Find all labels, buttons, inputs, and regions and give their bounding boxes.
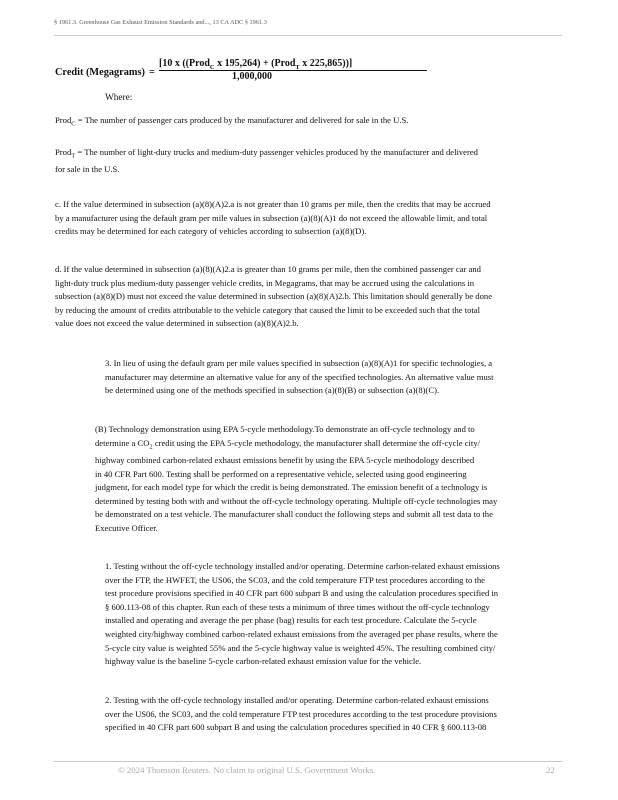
formula-denominator: 1,000,000	[232, 71, 272, 82]
fraction-bar	[159, 70, 427, 71]
where-label: Where:	[105, 93, 133, 103]
formula-numerator: [10 x ((Prod$_C$ x 195,264) + (Prod$_T$ x 225,865))]	[159, 58, 353, 71]
definition-prod-c: Prod$_C$ = The number of passenger cars produced by the manufacturer and delivered for sale in the U.S.	[55, 115, 409, 128]
header-divider	[54, 35, 562, 36]
paragraph-c: c. If the value determined in subsection (a)(8)(A)2.a is not greater than 10 grams per mile, then the credits that may be accrued by a manufacturer using the default gram per mile values in subsection (a)(8)(A)1 do not exceed the allowable limit, and total credits may be determined for each category of vehicles according to subsection (a)(8)(D).	[55, 199, 491, 237]
running-header: § 1961.3. Greenhouse Gas Exhaust Emission Standards and..., 13 CA ADC § 1961.3	[54, 19, 267, 26]
paragraph-1-testing-without: 1. Testing without the off-cycle technology installed and/or operating. Determine carbon-related exhaust emissions over the FTP, the HWFET, the US06, the SC03, and the cold temperature FTP test procedures according to the test procedure provisions specified in 40 CFR part 600 subpart B and using the calculation procedures specified in § 600.113-08 of this chapter. Run each of these tests a minimum of three times without the off-cycle technology installed and operating and average the per phase (bag) results for each test procedure. Calculate the 5-cycle weighted city/highway combined carbon-related exhaust emissions from the averaged per phase results, where the 5-cycle city value is weighted 55% and the 5-cycle highway value is weighted 45%. The resulting combined city/ highway value is the baseline 5-cycle carbon-related exhaust emission value for the vehicle.	[105, 561, 500, 667]
credit-formula	[55, 58, 455, 88]
footer-divider	[54, 761, 562, 762]
paragraph-b-technology-demonstration: (B) Technology demonstration using EPA 5-cycle methodology.To demonstrate an off-cycle technology and to determine a $CO_2$ credit using the EPA 5-cycle methodology, the manufacturer shall determine the off-cycle city/ highway combined carbon-related exhaust emissions benefit by using the EPA 5-cycle methodology described in 40 CFR Part 600. Testing shall be performed on a representative vehicle, selected using good engineering judgment, for each model type for which the credit is being demonstrated. The emission benefit of a technology is determined by testing both with and without the off-cycle technology operating. Multiple off-cycle technologies may be demonstrated on a test vehicle. The manufacturer shall conduct the following steps and submit all test data to the Executive Officer.	[95, 424, 498, 533]
formula-label: Credit (Megagrams)	[55, 67, 145, 78]
paragraph-d: d. If the value determined in subsection (a)(8)(A)2.a is greater than 10 grams per mile, then the combined passenger car and light-duty truck plus medium-duty passenger vehicle credits, in Megagrams, that may be accrued using the calculations in subsection (a)(8)(D) must not exceed the value determined in subsection (a)(8)(A)2.b. This limitation should generally be done by reducing the amount of credits attributable to the vehicle category that caused the limit to be exceeded such that the total value does not exceed the value determined in subsection (a)(8)(A)2.b.	[55, 264, 493, 329]
page-number: 22	[546, 765, 555, 775]
formula-equals: =	[149, 67, 155, 78]
paragraph-3: 3. In lieu of using the default gram per mile values specified in subsection (a)(8)(A)1 for specific technologies, a manufacturer may determine an alternative value for any of the specified technologies. An alternative value must be determined using one of the methods specified in subsection (a)(8)(B) or subsection (a)(8)(C).	[105, 358, 494, 396]
paragraph-2-testing-with: 2. Testing with the off-cycle technology installed and/or operating. Determine carbon-related exhaust emissions over the US06, the SC03, and the cold temperature FTP test procedures according to the test procedure provisions specified in 40 CFR part 600 subpart B and using the calculation procedures specified in 40 CFR § 600.113-08	[105, 695, 497, 733]
footer-copyright: © 2024 Thomson Reuters. No claim to original U.S. Government Works.	[118, 765, 376, 775]
definition-prod-t: Prod$_T$ = The number of light-duty trucks and medium-duty passenger vehicles produced by the manufacturer and delivered for sale in the U.S.	[55, 147, 478, 175]
